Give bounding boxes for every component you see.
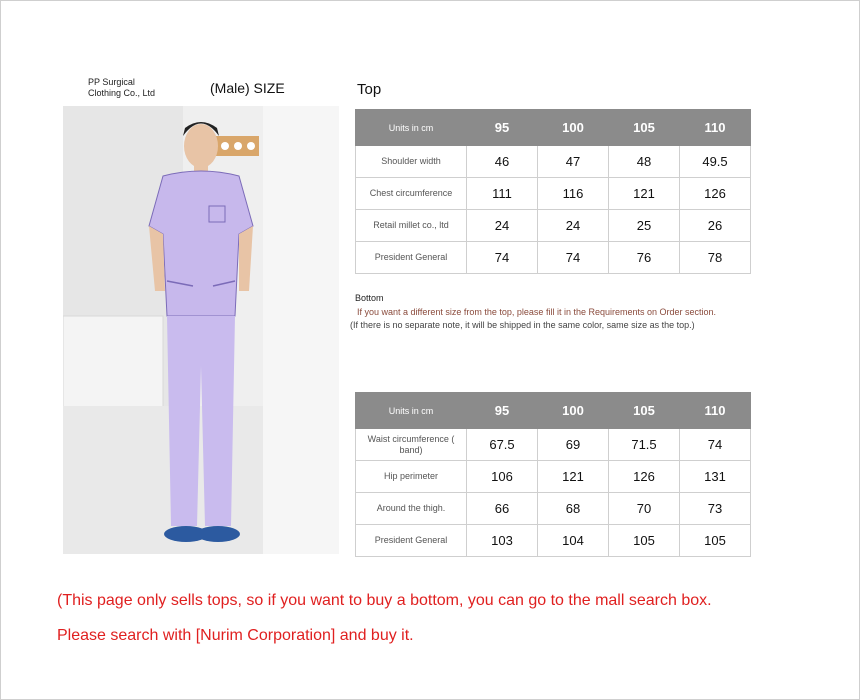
brand-logo-text bbox=[88, 77, 155, 99]
brand-line-2: Clothing Co., Ltd bbox=[88, 88, 156, 98]
row-label: Chest circumference bbox=[356, 178, 467, 210]
size-col-header: 95 bbox=[467, 393, 538, 429]
footer-notice-line-2: Please search with [Nurim Corporation] and buy it. bbox=[57, 627, 414, 644]
table-cell: 70 bbox=[609, 493, 680, 525]
table-cell: 24 bbox=[538, 210, 609, 242]
table-cell: 104 bbox=[538, 525, 609, 557]
footer-notice-line-1: (This page only sells tops, so if you want to buy a bottom, you can go to the mall search box. bbox=[57, 592, 712, 609]
unit-label: Units in cm bbox=[356, 393, 467, 429]
size-col-header: 100 bbox=[538, 110, 609, 146]
table-cell: 78 bbox=[680, 242, 751, 274]
bottom-size-table bbox=[355, 392, 751, 557]
table-row bbox=[356, 242, 751, 274]
size-col-header: 110 bbox=[680, 393, 751, 429]
table-cell: 103 bbox=[467, 525, 538, 557]
table-cell: 126 bbox=[680, 178, 751, 210]
bottom-note-same-size: (If there is no separate note, it will be shipped in the same color, same size as the top.) bbox=[350, 320, 695, 330]
table-cell: 74 bbox=[467, 242, 538, 274]
model-photo bbox=[63, 106, 339, 554]
row-label: President General bbox=[356, 525, 467, 557]
table-cell: 73 bbox=[680, 493, 751, 525]
table-cell: 71.5 bbox=[609, 429, 680, 461]
table-cell: 68 bbox=[538, 493, 609, 525]
row-label: Hip perimeter bbox=[356, 461, 467, 493]
top-table-header-row bbox=[356, 110, 751, 146]
table-cell: 67.5 bbox=[467, 429, 538, 461]
row-label: Around the thigh. bbox=[356, 493, 467, 525]
size-col-header: 105 bbox=[609, 393, 680, 429]
table-row bbox=[356, 525, 751, 557]
table-cell: 66 bbox=[467, 493, 538, 525]
table-cell: 121 bbox=[538, 461, 609, 493]
table-row bbox=[356, 146, 751, 178]
table-row bbox=[356, 178, 751, 210]
brand-line-1: PP Surgical bbox=[88, 77, 135, 87]
unit-label: Units in cm bbox=[356, 110, 467, 146]
table-cell: 26 bbox=[680, 210, 751, 242]
table-cell: 46 bbox=[467, 146, 538, 178]
table-row bbox=[356, 461, 751, 493]
table-cell: 25 bbox=[609, 210, 680, 242]
table-row bbox=[356, 429, 751, 461]
row-label: Shoulder width bbox=[356, 146, 467, 178]
table-row bbox=[356, 210, 751, 242]
model-illustration bbox=[63, 106, 339, 554]
table-cell: 131 bbox=[680, 461, 751, 493]
table-cell: 24 bbox=[467, 210, 538, 242]
top-table-heading: Top bbox=[357, 81, 382, 98]
table-cell: 105 bbox=[609, 525, 680, 557]
bottom-table-header-row bbox=[356, 393, 751, 429]
row-label: Retail millet co., ltd bbox=[356, 210, 467, 242]
size-col-header: 110 bbox=[680, 110, 751, 146]
table-cell: 74 bbox=[680, 429, 751, 461]
table-cell: 47 bbox=[538, 146, 609, 178]
bottom-note-different-size: If you want a different size from the top, please fill it in the Requirements on Order section. bbox=[357, 307, 717, 317]
table-cell: 49.5 bbox=[680, 146, 751, 178]
size-col-header: 105 bbox=[609, 110, 680, 146]
table-cell: 121 bbox=[609, 178, 680, 210]
top-size-table bbox=[355, 109, 751, 274]
size-chart-title: (Male) SIZE bbox=[210, 80, 285, 96]
table-cell: 106 bbox=[467, 461, 538, 493]
size-col-header: 100 bbox=[538, 393, 609, 429]
table-cell: 116 bbox=[538, 178, 609, 210]
size-col-header: 95 bbox=[467, 110, 538, 146]
table-row bbox=[356, 493, 751, 525]
table-cell: 69 bbox=[538, 429, 609, 461]
row-label: President General bbox=[356, 242, 467, 274]
table-cell: 74 bbox=[538, 242, 609, 274]
bottom-heading: Bottom bbox=[355, 293, 384, 303]
table-cell: 76 bbox=[609, 242, 680, 274]
table-cell: 105 bbox=[680, 525, 751, 557]
table-cell: 48 bbox=[609, 146, 680, 178]
row-label: Waist circumference ( band) bbox=[356, 429, 467, 461]
table-cell: 126 bbox=[609, 461, 680, 493]
table-cell: 111 bbox=[467, 178, 538, 210]
